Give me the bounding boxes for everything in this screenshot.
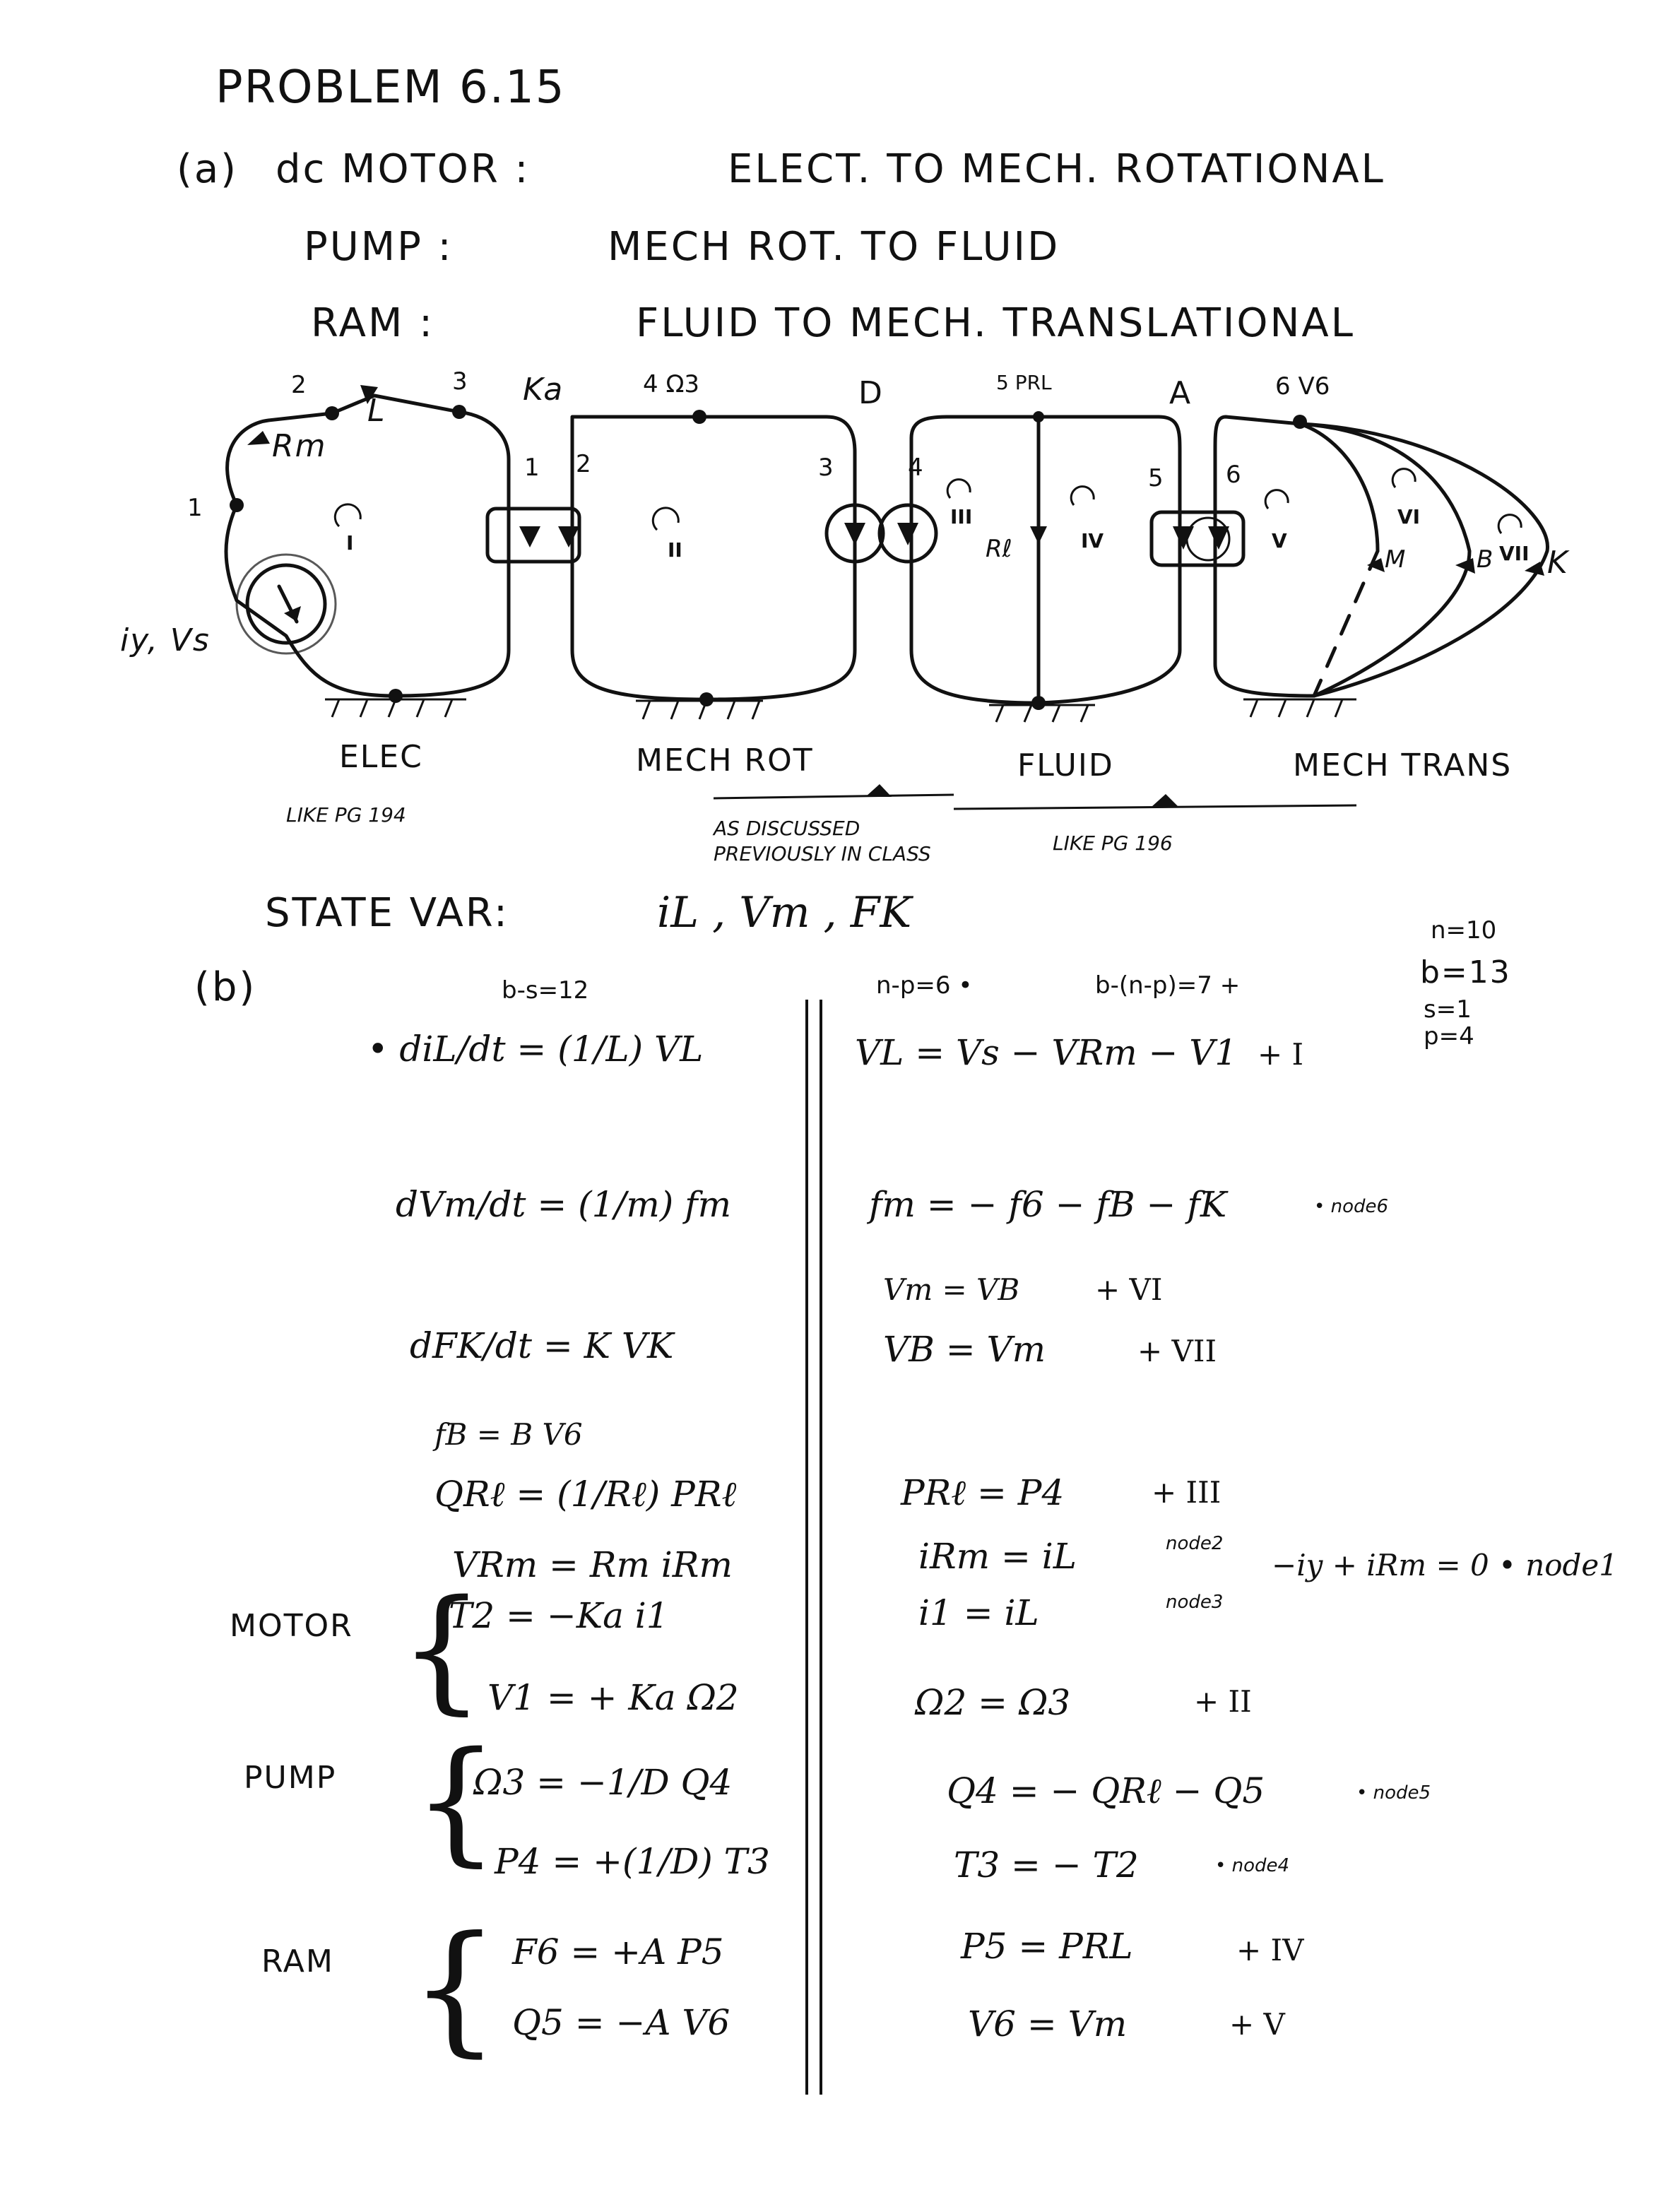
loop-iii: III bbox=[950, 505, 973, 528]
part-b-label: (b) bbox=[194, 964, 257, 1010]
count-b: b=13 bbox=[1420, 954, 1511, 990]
right-header-1: n-p=6 • bbox=[876, 971, 973, 1000]
tag-vb: + VII bbox=[1137, 1334, 1217, 1368]
state-var-label: STATE VAR: bbox=[265, 890, 509, 936]
label-node-5: 5 PRL bbox=[996, 371, 1052, 394]
eq-vrm: VRm = Rm iRm bbox=[452, 1544, 733, 1585]
group-ram-label: RAM bbox=[261, 1943, 334, 1979]
port-4: 4 bbox=[908, 454, 923, 482]
desc-ram: FLUID TO MECH. TRANSLATIONAL bbox=[636, 300, 1355, 346]
port-5: 5 bbox=[1148, 464, 1164, 492]
eq-irm: iRm = iL bbox=[918, 1536, 1077, 1577]
node-1 bbox=[230, 498, 244, 512]
page-title: PROBLEM 6.15 bbox=[215, 61, 566, 114]
device-motor: dc MOTOR : bbox=[276, 146, 531, 192]
fluid-loop bbox=[911, 417, 1180, 703]
label-a: A bbox=[1169, 375, 1193, 411]
tag-vm: + VI bbox=[1095, 1272, 1163, 1307]
port-2: 2 bbox=[576, 450, 591, 478]
eq-p5: P5 = PRL bbox=[961, 1926, 1133, 1967]
eq-v6: V6 = Vm bbox=[968, 2003, 1128, 2044]
loop-i: I bbox=[346, 531, 354, 555]
note-pg196: LIKE PG 196 bbox=[1053, 831, 1173, 855]
eq-prl: PRℓ = P4 bbox=[901, 1472, 1065, 1513]
eq-i1: i1 = iL bbox=[918, 1592, 1039, 1633]
eq-omega2: Ω2 = Ω3 bbox=[915, 1682, 1071, 1723]
loop-ii: II bbox=[668, 538, 682, 562]
label-rl: Rℓ bbox=[986, 535, 1012, 563]
brace-motor: { bbox=[399, 1571, 485, 1727]
count-n: n=10 bbox=[1431, 916, 1497, 945]
eq-diL-dt: • diL/dt = (1/L) VL bbox=[367, 1029, 704, 1070]
desc-motor: ELECT. TO MECH. ROTATIONAL bbox=[728, 146, 1385, 192]
divider-right bbox=[820, 1000, 822, 2095]
count-s: s=1 bbox=[1424, 995, 1472, 1024]
eq-fb: fB = B V6 bbox=[434, 1417, 583, 1452]
brace-ram: { bbox=[410, 1906, 500, 2071]
ground-mech-rot bbox=[636, 701, 763, 719]
node-mech-ground bbox=[699, 692, 714, 706]
note-discussed: AS DISCUSSED PREVIOUSLY IN CLASS bbox=[714, 817, 931, 866]
tag-q4: • node5 bbox=[1356, 1782, 1431, 1804]
node-2 bbox=[325, 406, 339, 420]
part-a-label: (a) bbox=[177, 146, 239, 192]
label-rm: Rm bbox=[272, 428, 327, 464]
eq-motor-t2: T2 = −Ka i1 bbox=[449, 1595, 669, 1636]
eq-dFk-dt: dFK/dt = K VK bbox=[410, 1325, 674, 1366]
tag-irm: node2 bbox=[1166, 1533, 1224, 1554]
loop-v: V bbox=[1272, 529, 1287, 552]
count-p: p=4 bbox=[1424, 1022, 1474, 1050]
left-header: b-s=12 bbox=[502, 976, 589, 1005]
tag-vl: + I bbox=[1258, 1037, 1304, 1072]
label-node-3: 3 bbox=[452, 367, 468, 396]
loop-vii: VII bbox=[1499, 542, 1530, 565]
eq-node1: −iy + iRm = 0 • node1 bbox=[1272, 1548, 1619, 1582]
node-fluid-ground bbox=[1031, 696, 1046, 710]
ground-label-fluid: FLUID bbox=[1017, 747, 1114, 783]
brace-pump: { bbox=[413, 1723, 499, 1879]
eq-qrl: QRℓ = (1/Rℓ) PRℓ bbox=[434, 1474, 737, 1515]
loop-iv: IV bbox=[1081, 529, 1104, 552]
ground-label-elec: ELEC bbox=[339, 739, 423, 775]
eq-dVm-dt: dVm/dt = (1/m) fm bbox=[396, 1184, 732, 1225]
mech-rot-loop bbox=[572, 417, 855, 699]
label-b: B bbox=[1477, 545, 1493, 574]
tag-prl: + III bbox=[1152, 1475, 1221, 1510]
tag-t3: • node4 bbox=[1215, 1855, 1290, 1876]
mech-trans-loop bbox=[1215, 417, 1314, 696]
label-ka: Ka bbox=[523, 372, 564, 408]
node-4 bbox=[692, 410, 706, 424]
label-l: L bbox=[367, 393, 386, 429]
eq-motor-v1: V1 = + Ka Ω2 bbox=[487, 1677, 739, 1718]
node-3 bbox=[452, 405, 466, 419]
label-node-4: 4 Ω3 bbox=[643, 370, 700, 398]
loop-arrows bbox=[335, 469, 1521, 533]
label-node-2: 2 bbox=[291, 371, 307, 399]
group-motor-label: MOTOR bbox=[230, 1608, 353, 1644]
eq-q4: Q4 = − QRℓ − Q5 bbox=[947, 1770, 1265, 1811]
eq-t3: T3 = − T2 bbox=[954, 1845, 1139, 1886]
ground-label-mech-trans: MECH TRANS bbox=[1293, 747, 1513, 783]
device-pump: PUMP : bbox=[304, 224, 454, 270]
desc-pump: MECH ROT. TO FLUID bbox=[608, 224, 1060, 270]
branch-m bbox=[1300, 424, 1378, 551]
port-3: 3 bbox=[818, 454, 834, 482]
divider-left bbox=[805, 1000, 808, 2095]
eq-fm: fm = − f6 − fB − fK bbox=[869, 1184, 1227, 1225]
tag-p5: + IV bbox=[1236, 1933, 1304, 1967]
note-pg194: LIKE PG 194 bbox=[286, 803, 406, 827]
ground-mech-trans bbox=[1243, 699, 1356, 717]
eq-vl: VL = Vs − VRm − V1 bbox=[855, 1032, 1238, 1073]
ground-elec bbox=[325, 699, 466, 717]
eq-vm: Vm = VB bbox=[883, 1272, 1020, 1307]
tag-v6: + V bbox=[1229, 2007, 1285, 2042]
tag-omega2: + II bbox=[1194, 1684, 1252, 1719]
label-node-1: 1 bbox=[187, 494, 203, 522]
eq-vb: VB = Vm bbox=[883, 1329, 1046, 1370]
state-var-list: iL , Vm , FK bbox=[657, 888, 912, 937]
node-5 bbox=[1033, 411, 1044, 422]
right-header-2: b-(n-p)=7 + bbox=[1095, 971, 1241, 1000]
eq-ram-q5: Q5 = −A V6 bbox=[512, 2002, 730, 2043]
group-pump-label: PUMP bbox=[244, 1760, 337, 1796]
label-k: K bbox=[1547, 545, 1569, 581]
eq-pump-p4: P4 = +(1/D) T3 bbox=[495, 1841, 770, 1882]
eq-ram-f6: F6 = +A P5 bbox=[512, 1931, 724, 1972]
device-ram: RAM : bbox=[311, 300, 434, 346]
port-1: 1 bbox=[524, 454, 540, 482]
port-6: 6 bbox=[1226, 461, 1241, 489]
eq-pump-omega3: Ω3 = −1/D Q4 bbox=[473, 1762, 733, 1803]
tag-i1: node3 bbox=[1166, 1592, 1224, 1613]
loop-vi: VI bbox=[1397, 505, 1421, 528]
node-6 bbox=[1293, 415, 1307, 429]
ground-label-mech-rot: MECH ROT bbox=[636, 742, 814, 779]
label-node-6: 6 V6 bbox=[1275, 372, 1330, 401]
label-d: D bbox=[858, 375, 884, 411]
label-source: iy, Vs bbox=[120, 622, 211, 658]
tag-fm: • node6 bbox=[1314, 1196, 1389, 1217]
label-m: M bbox=[1385, 545, 1406, 574]
